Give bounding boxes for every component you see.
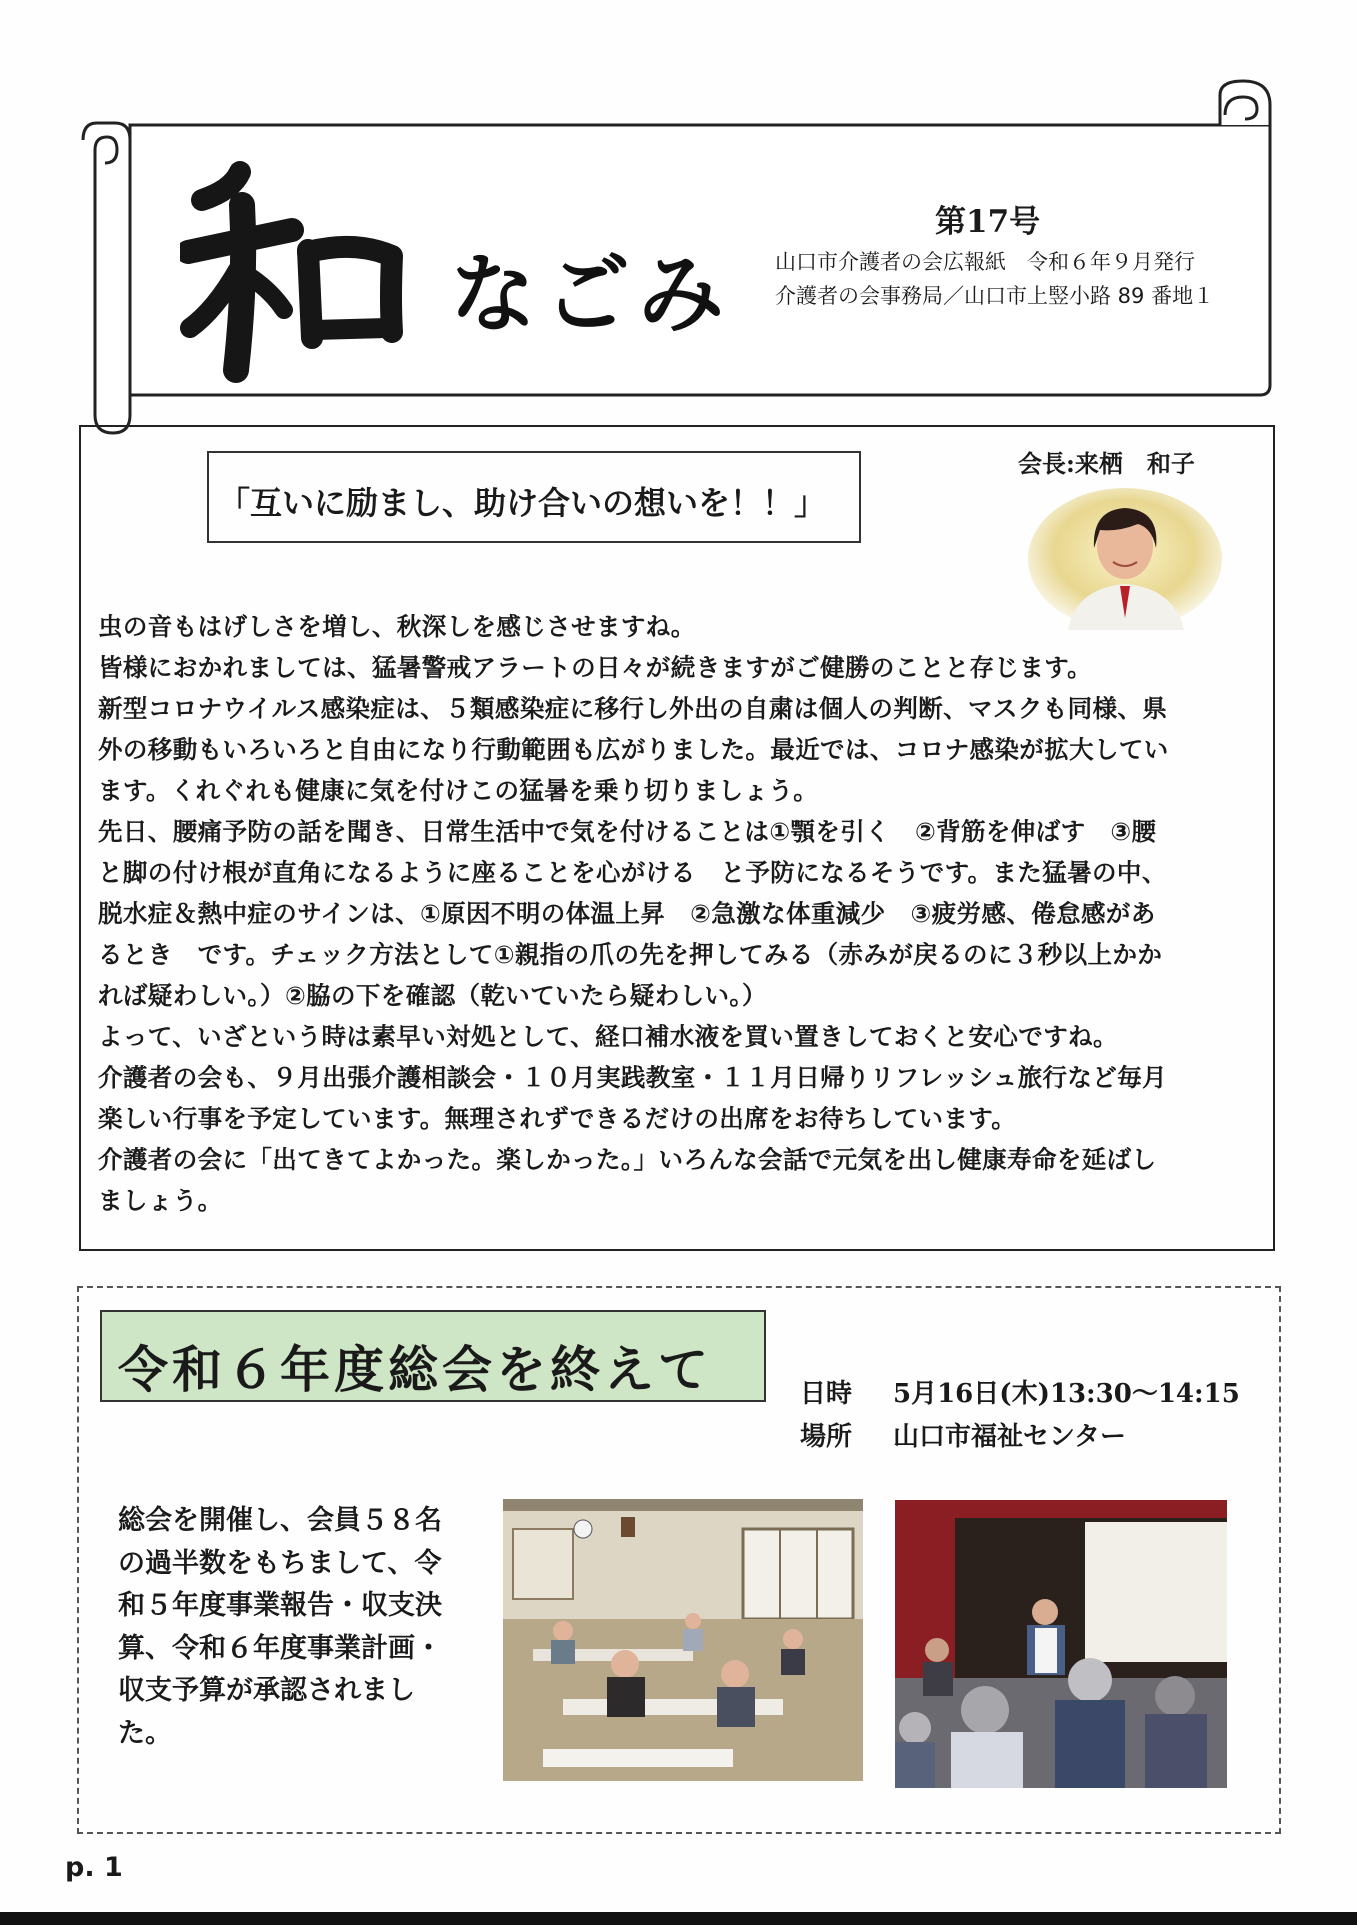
address-line: 介護者の会事務局／山口市上竪小路 89 番地１ (775, 284, 1215, 308)
greeting-line: と脚の付け根が直角になるように座ることを心がける と予防になるそうです。また猛暑の中、 (98, 858, 1167, 887)
greeting-line: 外の移動もいろいろと自由になり行動範囲も広がりました。最近では、コロナ感染が拡大してい (98, 735, 1169, 764)
meeting-line: 和５年度事業報告・収支決 (118, 1590, 442, 1621)
greeting-line: 介護者の会も、９月出張介護相談会・１０月実践教室・１１月日帰りリフレッシュ旅行など毎月 (98, 1063, 1167, 1092)
meeting-line: 算、令和６年度事業計画・ (118, 1632, 442, 1664)
greeting-line: れば疑わしい。）②脇の下を確認（乾いていたら疑わしい。） (98, 981, 767, 1010)
place-value: 山口市福祉センター (893, 1422, 1126, 1452)
publisher-line: 山口市介護者の会広報紙 令和６年９月発行 (775, 250, 1195, 274)
speaker-photo (895, 1500, 1227, 1788)
chair-name: 会長:来栖 和子 (1018, 449, 1195, 478)
greeting-headline: 「互いに励まし、助け合いの想いを！！」 (218, 484, 827, 522)
greeting-line: 脱水症＆熱中症のサインは、①原因不明の体温上昇 ②急激な体重減少 ③疲労感、倦怠感があ (98, 899, 1156, 928)
greeting-line: 皆様におかれましては、猛暑警戒アラートの日々が続きますがご健勝のことと存じます。 (98, 653, 1093, 682)
greeting-line: 介護者の会に「出てきてよかった。楽しかった。」いろんな会話で元気を出し健康寿命を延ばし (98, 1145, 1157, 1174)
meeting-body (118, 1500, 478, 1755)
logo-title: なごみ (450, 245, 732, 345)
page-number: p. 1 (65, 1852, 123, 1883)
meeting-room-photo (503, 1499, 863, 1781)
greeting-body (98, 606, 1264, 1221)
greeting-line: るとき です。チェック方法として①親指の爪の先を押してみる（赤みが戻るのに３秒以上かか (98, 940, 1163, 969)
greeting-line: 虫の音もはげしさを増し、秋深しを感じさせますね。 (98, 612, 696, 641)
place-label: 場所 (800, 1422, 853, 1452)
datetime-label: 日時 (800, 1379, 853, 1409)
greeting-line: ます。くれぐれも健康に気を付けこの猛暑を乗り切りましょう。 (98, 776, 819, 805)
greeting-line: 新型コロナウイルス感染症は、５類感染症に移行し外出の自粛は個人の判断、マスクも同様、県 (98, 694, 1168, 723)
greeting-line: よって、いざという時は素早い対処として、経口補水液を買い置きしておくと安心ですね。 (98, 1022, 1118, 1051)
meeting-line: の過半数をもちまして、令 (118, 1547, 442, 1579)
greeting-line: 先日、腰痛予防の話を聞き、日常生活中で気を付けることは①顎を引く ②背筋を伸ばす ③腰 (98, 817, 1157, 846)
meeting-line: 収支予算が承認されまし (118, 1675, 415, 1706)
greeting-line: 楽しい行事を予定しています。無理されずできるだけの出席をお待ちしています。 (98, 1104, 1017, 1133)
meeting-title: 令和６年度総会を終えて (118, 1341, 712, 1399)
datetime-value: 5月16日(木)13:30～14:15 (893, 1379, 1240, 1409)
meeting-line: 総会を開催し、会員５８名 (118, 1505, 442, 1536)
scan-edge-bar (0, 1912, 1357, 1925)
meeting-line: た。 (118, 1717, 172, 1749)
logo-calligraphy (180, 160, 410, 390)
issue-number: 第17号 (935, 204, 1041, 240)
greeting-line: ましょう。 (98, 1186, 223, 1215)
